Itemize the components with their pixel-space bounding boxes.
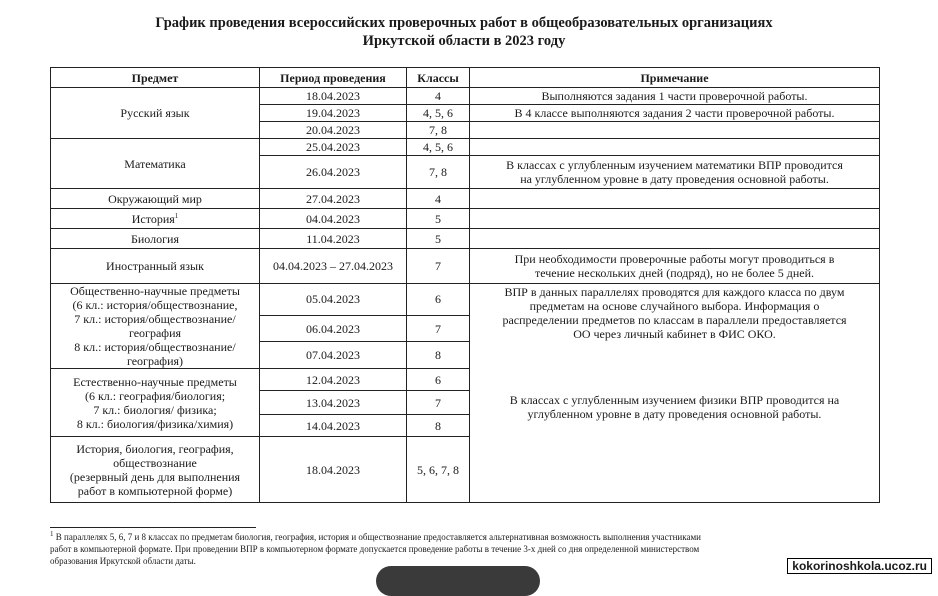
footnote <box>50 531 880 567</box>
date-cell: 11.04.2023 <box>260 229 407 249</box>
subject-cell <box>51 209 260 229</box>
classes-cell: 5, 6, 7, 8 <box>407 437 470 503</box>
subject-cell: Иностранный язык <box>51 249 260 284</box>
classes-cell: 6 <box>407 284 470 316</box>
floating-button[interactable] <box>376 566 540 596</box>
classes-cell: 4 <box>407 88 470 105</box>
subject-cell <box>51 284 260 369</box>
classes-cell: 6 <box>407 369 470 391</box>
classes-cell: 7, 8 <box>407 156 470 189</box>
schedule-table <box>50 67 880 503</box>
date-cell: 18.04.2023 <box>260 437 407 503</box>
date-cell: 14.04.2023 <box>260 415 407 437</box>
note-line: распределении предметов по классам в параллели предоставляется <box>502 313 847 327</box>
subject-cell <box>51 369 260 437</box>
date-cell: 27.04.2023 <box>260 189 407 209</box>
table-row <box>51 284 880 316</box>
table-row <box>51 249 880 284</box>
classes-cell: 4 <box>407 189 470 209</box>
classes-cell: 4, 5, 6 <box>407 105 470 122</box>
note-cell <box>470 249 880 284</box>
subject-line: 8 кл.: биология/физика/химия) <box>76 416 234 431</box>
footnote-line <box>50 531 880 543</box>
table-row <box>51 209 880 229</box>
note-cell <box>470 122 880 139</box>
subject-cell <box>51 437 260 503</box>
table-row <box>51 88 880 105</box>
classes-cell: 7 <box>407 249 470 284</box>
subject-line: 7 кл.: биология/ физика; <box>93 402 217 417</box>
classes-cell: 5 <box>407 229 470 249</box>
note-cell <box>470 156 880 189</box>
date-cell: 13.04.2023 <box>260 391 407 415</box>
subject-label: История <box>131 211 175 226</box>
classes-cell: 8 <box>407 415 470 437</box>
classes-cell: 7 <box>407 391 470 415</box>
note-line: ВПР в данных параллелях проводятся для каждого класса по двум <box>504 285 845 299</box>
header-note: Примечание <box>470 68 880 88</box>
note-line: течение нескольких дней (подряд), но не более 5 дней. <box>534 266 815 280</box>
note-line: предметам на основе случайного выбора. Информация о <box>529 299 820 313</box>
table-row <box>51 189 880 209</box>
footnote-line: работ в компьютерной формате. При проведении ВПР в компьютерном формате допускается проведение работы в течение 3-х дней со дня определенной министерством <box>50 544 700 554</box>
subject-line: Общественно-научные предметы <box>70 284 240 298</box>
note-line: на углубленном уровне в дату проведения основной работы. <box>520 172 829 186</box>
classes-cell: 8 <box>407 342 470 369</box>
classes-cell: 5 <box>407 209 470 229</box>
date-cell: 19.04.2023 <box>260 105 407 122</box>
subject-cell: Математика <box>51 139 260 189</box>
note-line: углубленном уровне в дату проведения основной работы. <box>527 407 822 421</box>
note-cell: Выполняются задания 1 части проверочной работы. <box>470 88 880 105</box>
date-cell: 04.04.2023 – 27.04.2023 <box>260 249 407 284</box>
note-cell <box>470 229 880 249</box>
classes-cell: 7 <box>407 315 470 342</box>
subject-line: 8 кл.: история/обществознание/ <box>74 340 236 354</box>
subject-line: 7 кл.: история/обществознание/ <box>74 312 236 326</box>
note-cell-merged <box>470 284 880 503</box>
footnote-divider <box>50 527 256 528</box>
subject-line: (6 кл.: география/биология; <box>84 388 226 403</box>
site-watermark: kokorinoshkola.ucoz.ru <box>787 558 932 574</box>
note-cell: В 4 классе выполняются задания 2 части проверочной работы. <box>470 105 880 122</box>
note-line: ОО через личный кабинет в ФИС ОКО. <box>573 327 776 341</box>
date-cell: 04.04.2023 <box>260 209 407 229</box>
subject-line: география <box>128 326 182 340</box>
subject-line: обществознание <box>113 455 197 470</box>
classes-cell: 4, 5, 6 <box>407 139 470 156</box>
table-header-row <box>51 68 880 88</box>
header-subject: Предмет <box>51 68 260 88</box>
date-cell: 20.04.2023 <box>260 122 407 139</box>
subject-line: география) <box>126 354 184 368</box>
table-row <box>51 139 880 156</box>
subject-cell: Окружающий мир <box>51 189 260 209</box>
subject-line: Естественно-научные предметы <box>73 374 237 389</box>
table-row <box>51 229 880 249</box>
date-cell: 18.04.2023 <box>260 88 407 105</box>
subject-line: (6 кл.: история/обществознание, <box>72 298 238 312</box>
date-cell: 12.04.2023 <box>260 369 407 391</box>
date-cell: 26.04.2023 <box>260 156 407 189</box>
subject-line: (резервный день для выполнения <box>69 469 241 484</box>
date-cell: 07.04.2023 <box>260 342 407 369</box>
note-cell <box>470 209 880 229</box>
note-cell <box>470 189 880 209</box>
footnote-line: образования Иркутской области даты. <box>50 556 196 566</box>
note-line: При необходимости проверочные работы могут проводиться в <box>514 252 835 266</box>
note-line: В классах с углубленным изучением математики ВПР проводится <box>506 158 843 172</box>
document-title <box>0 14 928 50</box>
note-line: В классах с углубленным изучением физики ВПР проводится на <box>509 393 840 407</box>
title-line-1: График проведения всероссийских проверочных работ в общеобразовательных организациях <box>155 15 773 31</box>
date-cell: 25.04.2023 <box>260 139 407 156</box>
subject-cell: Биология <box>51 229 260 249</box>
header-classes: Классы <box>407 68 470 88</box>
subject-line: работ в компьютерной форме) <box>77 483 233 498</box>
subject-line: История, биология, география, <box>76 441 234 456</box>
footnote-marker: 1 <box>50 530 54 538</box>
date-cell: 06.04.2023 <box>260 315 407 342</box>
subject-cell: Русский язык <box>51 88 260 139</box>
footnote-ref: 1 <box>174 211 179 220</box>
header-period: Период проведения <box>260 68 407 88</box>
classes-cell: 7, 8 <box>407 122 470 139</box>
date-cell: 05.04.2023 <box>260 284 407 316</box>
note-cell <box>470 139 880 156</box>
footnote-text: В параллелях 5, 6, 7 и 8 классах по предметам биология, география, история и обществознание предоставляется альтернативная возможность выполнения участниками <box>55 532 701 542</box>
title-line-2: Иркутской области в 2023 году <box>362 33 566 49</box>
